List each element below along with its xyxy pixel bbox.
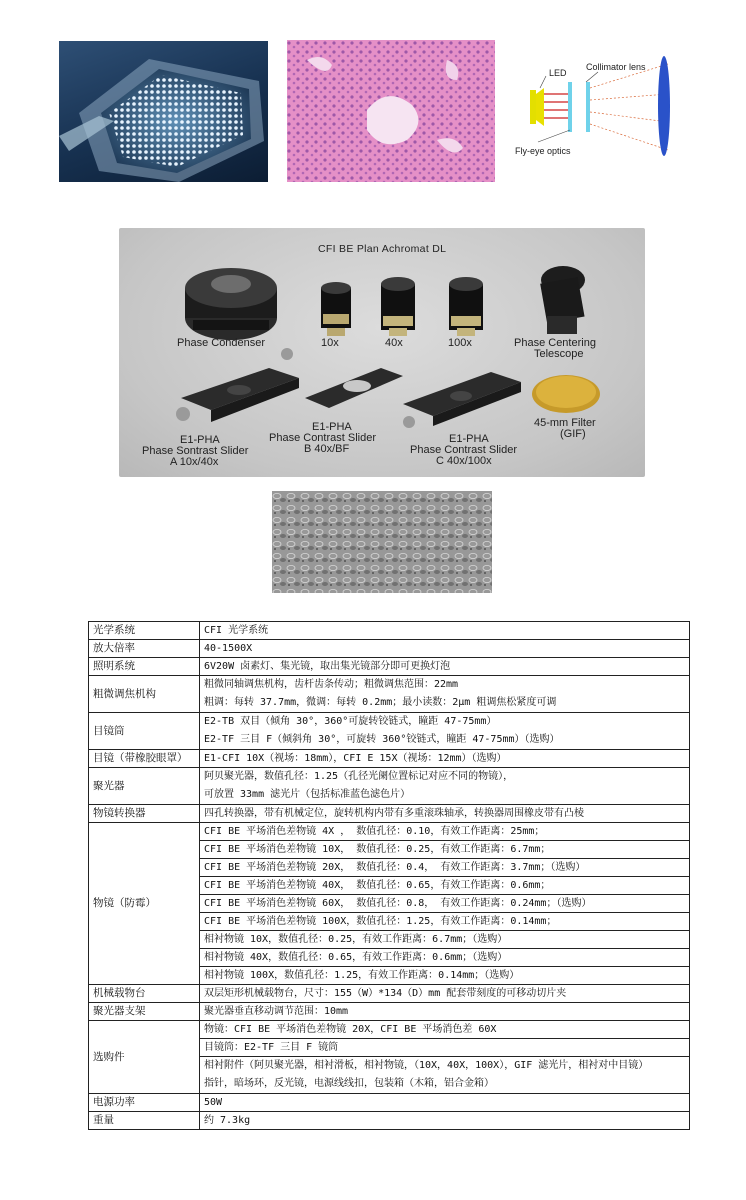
spec-label: 目镜（带橡胶眼罩） [89,750,200,768]
fly-eye-block [568,82,572,132]
table-row [89,1003,690,1021]
objective-item: 相衬物镜 40X，数值孔径：0.65，有效工作距离：0.6mm；（选购） [200,949,690,967]
spec-label: 聚光器支架 [89,1003,200,1021]
slider-b-label-3: B 40x/BF [304,443,350,455]
led-label: LED [549,68,567,78]
objective-item: 相衬物镜 100X，数值孔径：1.25，有效工作距离：0.14mm；（选购） [200,967,690,985]
spec-label: 物镜（防霉） [89,823,200,985]
spec-value: 6V20W 卤素灯、集光镜，取出集光镜部分即可更换灯泡 [200,658,690,676]
objective-40x-label: 40x [385,337,403,349]
phase-condenser-label: Phase Condenser [177,337,266,349]
gif-filter-shape [532,375,600,413]
slider-b-shape [305,368,403,408]
kit-title: CFI BE Plan Achromat DL [318,243,447,255]
spec-table [88,621,690,1130]
spec-label: 物镜转换器 [89,805,200,823]
spec-label: 电源功率 [89,1094,200,1112]
spec-label: 目镜筒 [89,713,200,750]
objective-item: 相衬物镜 10X，数值孔径：0.25，有效工作距离：6.7mm；（选购） [200,931,690,949]
objective-100x-label: 100x [448,337,472,349]
objective-100x-shape [449,277,483,336]
objective-40x-shape [381,277,415,336]
spec-line: 可放置 33mm 滤光片（包括标准蓝色滤色片） [204,789,411,800]
table-row [89,823,690,841]
spec-label: 光学系统 [89,622,200,640]
slider-a-label-2: Phase Sontrast Slider [142,445,249,457]
collimator-lens-shape [658,56,670,156]
objective-10x-label: 10x [321,337,339,349]
phase-condenser-shape [185,268,277,340]
table-row [89,1112,690,1130]
objective-item: CFI BE 平场消色差物镜 100X，数值孔径：1.25，有效工作距离：0.14mm； [200,913,690,931]
spec-value: 约 7.3kg [200,1112,690,1130]
option-item [200,1057,690,1094]
objective-item: CFI BE 平场消色差物镜 60X， 数值孔径：0.8， 有效工作距离：0.24mm；（选购） [200,895,690,913]
table-row [89,1094,690,1112]
slider-a-label-3: A 10x/40x [170,456,219,468]
spec-line: 粗微同轴调焦机构，齿杆齿条传动；粗微调焦范围：22mm [204,679,459,690]
slider-a-shape [176,348,299,422]
slider-b-label-1: E1-PHA [312,421,352,433]
table-row [89,713,690,750]
table-row [89,805,690,823]
table-row [89,640,690,658]
collimator-label: Collimator lens [586,62,646,72]
led-block [530,90,536,124]
slider-a-label-1: E1-PHA [180,434,220,446]
objective-item: CFI BE 平场消色差物镜 20X， 数值孔径：0.4， 有效工作距离：3.7mm；（选购） [200,859,690,877]
spec-value: 50W [200,1094,690,1112]
objective-item: CFI BE 平场消色差物镜 10X， 数值孔径：0.25，有效工作距离：6.7mm； [200,841,690,859]
table-row [89,1021,690,1039]
objective-item: CFI BE 平场消色差物镜 40X， 数值孔径：0.65，有效工作距离：0.6mm； [200,877,690,895]
telescope-label-1: Phase Centering [514,337,596,349]
table-row [89,750,690,768]
spec-value: E1-CFI 10X（视场：18mm），CFI E 15X（视场：12mm）（选购） [200,750,690,768]
option-item: 物镜：CFI BE 平场消色差物镜 20X，CFI BE 平场消色差 60X [200,1021,690,1039]
spec-label: 放大倍率 [89,640,200,658]
spec-line: 指针，暗场环，反光镜，电源线线扣，包装箱（木箱，铝合金箱） [204,1078,494,1089]
telescope-label-2: Telescope [534,348,584,360]
table-row [89,658,690,676]
table-row [89,985,690,1003]
spec-label: 粗微调焦机构 [89,676,200,713]
slider-b-label-2: Phase Contrast Slider [269,432,376,444]
spec-value: 四孔转换器，带有机械定位，旋转机构内带有多重滚珠轴承，转换器周围橡皮带有凸棱 [200,805,690,823]
tissue-micrograph [287,40,495,182]
spec-value: 聚光器垂直移动调节范围：10mm [200,1003,690,1021]
spec-line: E2-TB 双目（倾角 30°，360°可旋转铰链式，瞳距 47-75mm） [204,716,497,727]
spec-label: 照明系统 [89,658,200,676]
spec-label: 聚光器 [89,768,200,805]
spec-line: 相衬附件（阿贝聚光器，相衬滑板，相衬物镜，（10X，40X，100X），GIF 滤光片，相衬对中目镜） [204,1060,649,1071]
spec-value: 40-1500X [200,640,690,658]
flyeye-label: Fly-eye optics [515,146,571,156]
filter-label-1: 45-mm Filter [534,417,596,429]
spec-line: 阿贝聚光器，数值孔径：1.25（孔径光阑位置标记对应不同的物镜）， [204,771,514,782]
objective-10x-shape [321,282,351,336]
spec-value [200,768,690,805]
cells-texture [272,491,492,593]
slider-c-label-1: E1-PHA [449,433,489,445]
slider-c-shape [403,372,521,428]
spec-label: 选购件 [89,1021,200,1094]
option-item: 目镜筒：E2-TF 三目 F 镜筒 [200,1039,690,1057]
spec-label: 机械载物台 [89,985,200,1003]
slider-c-label-2: Phase Contrast Slider [410,444,517,456]
filter-label-2: (GIF) [560,428,586,440]
spec-value: 双层矩形机械载物台，尺寸：155（W）*134（D）mm 配套带刻度的可移动切片夹 [200,985,690,1003]
spec-line: 粗调：每转 37.7mm，微调：每转 0.2mm；最小读数：2μm 粗调焦松紧度可调 [204,697,557,708]
table-row [89,676,690,713]
objective-item: CFI BE 平场消色差物镜 4X ， 数值孔径：0.10，有效工作距离：25mm； [200,823,690,841]
led-array-photo [59,41,268,182]
phase-telescope-shape [540,266,585,334]
phase-contrast-cells-photo [272,491,492,593]
spec-value [200,713,690,750]
spec-label: 重量 [89,1112,200,1130]
spec-line: E2-TF 三目 F（倾斜角 30°，可旋转 360°铰链式，瞳距 47-75mm）（选购） [204,734,560,745]
slider-c-label-3: C 40x/100x [436,455,492,467]
table-row [89,622,690,640]
tissue-texture [287,40,495,182]
table-row [89,768,690,805]
spec-value: CFI 光学系统 [200,622,690,640]
led-array-illustration [59,41,268,182]
spec-value [200,676,690,713]
